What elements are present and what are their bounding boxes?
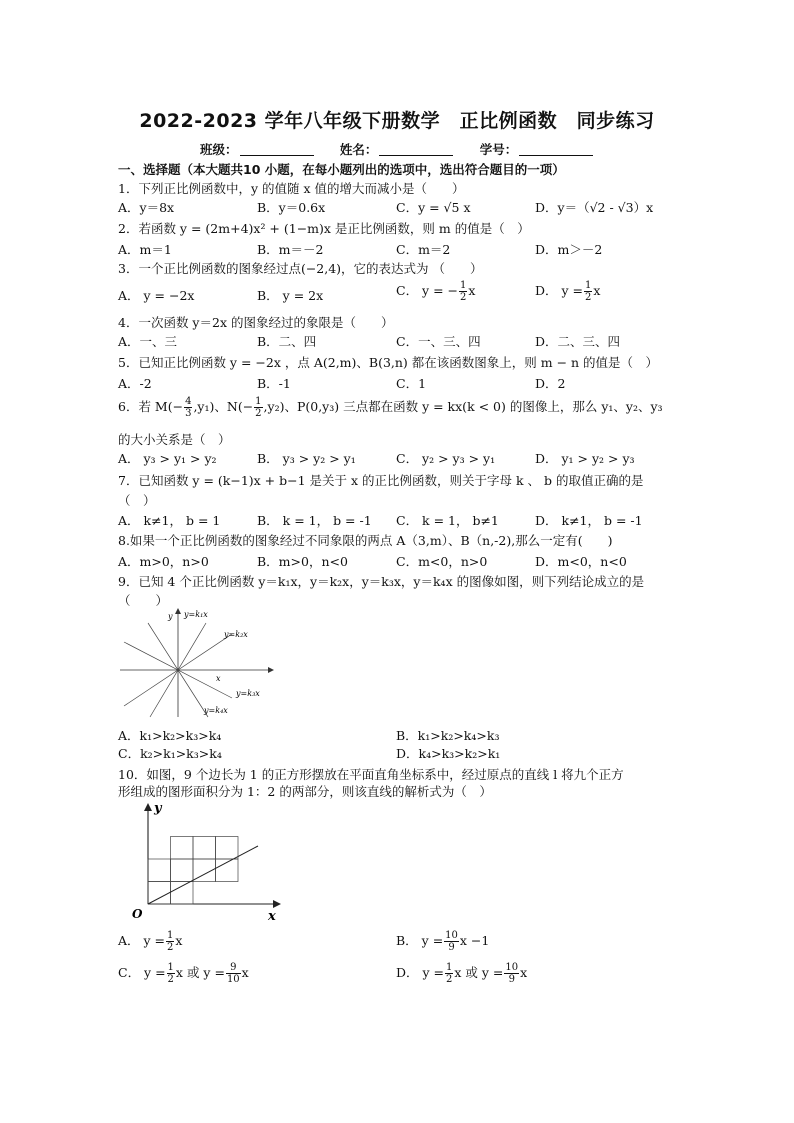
frac-den: 2 (585, 292, 592, 303)
q10-b-suffix: x −1 (459, 933, 490, 948)
q10-d-fraction-1 (445, 962, 453, 985)
frac-den: 2 (460, 292, 467, 303)
q10-b-prefix: B． y = (396, 933, 444, 948)
q10-option-d (396, 962, 527, 985)
q10-a-prefix: A． y = (118, 933, 166, 948)
page-title: 2022-2023 学年八年级下册数学 正比例函数 同步练习 (139, 110, 655, 132)
frac-den: 2 (255, 408, 262, 419)
q3-d-fraction (584, 280, 592, 303)
q9-label-k1: y=k₁x (184, 610, 208, 619)
frac-num: 1 (255, 396, 262, 407)
q8-stem: 8.如果一个正比例函数的图象经过不同象限的两点 A（3,m）、B（n,-2),那么一定有( ) (118, 533, 613, 548)
q9-label-k3: y=k₃x (236, 689, 260, 698)
q9-option-b: B．k₁>k₂>k₄>k₃ (396, 728, 500, 743)
q10-y-arrow-icon (144, 803, 152, 811)
q10-option-a (118, 930, 182, 953)
q6-fraction-1 (184, 396, 192, 419)
q6-stem-line2: 的大小关系是（ ） (118, 432, 231, 447)
q9-option-c: C．k₂>k₁>k₃>k₄ (118, 746, 222, 761)
q7-option-b: B． k = 1， b = -1 (257, 513, 372, 528)
frac-num: 9 (226, 962, 241, 974)
q8-option-c: C．m<0，n>0 (396, 554, 488, 569)
q5-option-c: C．1 (396, 376, 427, 391)
q10-d-prefix: D． y = (396, 965, 445, 980)
q10-option-b (396, 930, 489, 953)
q3-d-suffix: x (593, 283, 601, 298)
q10-d-middle: x 或 y = (454, 965, 504, 980)
q1-option-c: C．y = √5 x (396, 200, 471, 215)
id-field (480, 140, 594, 158)
q4-stem: 4．一次函数 y＝2x 的图象经过的象限是（ ） (118, 315, 394, 330)
q4-option-c: C．一、三、四 (396, 334, 481, 349)
q3-option-a: A． y = −2x (118, 288, 195, 303)
q10-x-label: x (268, 909, 276, 924)
q5-option-a: A．-2 (118, 376, 152, 391)
q8-option-b: B．m>0，n<0 (257, 554, 348, 569)
q7-option-c: C． k = 1， b≠1 (396, 513, 499, 528)
q9-label-k4: y=k₄x (204, 706, 228, 715)
q3-stem: 3．一个正比例函数的图象经过点(−2,4)，它的表达式为 （ ） (118, 261, 483, 276)
frac-den: 2 (167, 942, 174, 953)
q4-option-a: A．一、三 (118, 334, 178, 349)
q1-option-b: B．y＝0.6x (257, 200, 326, 215)
section-heading: 一、选择题（本大题共10 小题，在每小题列出的选项中，选出符合题目的一项） (118, 162, 565, 177)
frac-num: 1 (167, 962, 174, 973)
q10-c-fraction-2 (226, 962, 241, 985)
frac-den: 3 (185, 408, 192, 419)
q3-option-d (535, 280, 600, 303)
q10-c-suffix: x (241, 965, 249, 980)
q9-stem: 9．已知 4 个正比例函数 y＝k₁x，y＝k₂x，y＝k₃x，y＝k₄x 的图像如图，则下列结论成立的是 (118, 574, 645, 589)
q2-option-c: C．m＝2 (396, 242, 451, 257)
frac-den: 9 (448, 942, 455, 953)
q4-option-b: B．二、四 (257, 334, 317, 349)
q6-option-c: C． y₂ > y₃ > y₁ (396, 451, 496, 466)
id-blank (519, 143, 593, 156)
q3-c-fraction (459, 280, 467, 303)
q8-option-d: D．m<0，n<0 (535, 554, 627, 569)
q3-c-suffix: x (468, 283, 476, 298)
q10-a-suffix: x (175, 933, 183, 948)
q6-option-b: B． y₃ > y₂ > y₁ (257, 451, 356, 466)
q10-stem-line2: 形组成的图形面积分为 1：2 的两部分，则该直线的解析式为（ ） (118, 784, 492, 799)
q9-y-label: y (168, 612, 173, 621)
q10-d-fraction-2 (504, 962, 519, 985)
q6-option-d: D． y₁ > y₂ > y₃ (535, 451, 635, 466)
q7-stem-line2: （ ） (118, 493, 156, 508)
frac-den: 2 (446, 974, 453, 985)
q10-c-middle: x 或 y = (175, 965, 225, 980)
frac-num: 4 (185, 396, 192, 407)
q2-option-b: B．m＝－2 (257, 242, 324, 257)
q2-option-d: D．m＞－2 (535, 242, 603, 257)
frac-num: 1 (446, 962, 453, 973)
q6-stem-part2: ,y₁)、N(− (193, 399, 254, 414)
q2-stem: 2．若函数 y = (2m+4)x² + (1−m)x 是正比例函数，则 m 的值是（ ） (118, 221, 530, 236)
id-label: 学号： (479, 142, 518, 157)
q9-option-d: D．k₄>k₃>k₂>k₁ (396, 746, 501, 761)
class-label: 班级： (200, 142, 238, 157)
q5-option-d: D．2 (535, 376, 566, 391)
q10-c-prefix: C． y = (118, 965, 166, 980)
q9-x-arrow-icon (268, 667, 274, 673)
q6-stem-part3: ,y₂)、P(0,y₃) 三点都在函数 y = kx(k < 0) 的图像上，那么 y₁、y₂、y₃ (263, 399, 663, 414)
name-blank (379, 143, 453, 156)
name-field (340, 140, 454, 158)
q10-d-suffix: x (520, 965, 528, 980)
frac-num: 1 (585, 280, 592, 291)
q1-stem: 1．下列正比例函数中，y 的值随 x 值的增大而减小是（ ） (118, 181, 465, 196)
frac-den: 10 (226, 974, 240, 985)
student-info-row (200, 140, 615, 158)
q9-y-arrow-icon (175, 608, 181, 614)
q6-fraction-2 (254, 396, 262, 419)
q3-c-prefix: C． y = − (396, 283, 458, 298)
q8-option-a: A．m>0，n>0 (118, 554, 209, 569)
frac-num: 1 (460, 280, 467, 291)
q2-option-a: A．m＝1 (118, 242, 172, 257)
q10-option-c (118, 962, 249, 985)
q9-figure (118, 605, 278, 723)
name-label: 姓名： (339, 142, 378, 157)
q10-stem: 10．如图，9 个边长为 1 的正方形摆放在平面直角坐标系中，经过原点的直线 l 将九个正方 (118, 767, 624, 782)
q9-x-label: x (216, 674, 221, 683)
q9-option-a: A．k₁>k₂>k₃>k₄ (118, 728, 222, 743)
q10-c-fraction-1 (167, 962, 175, 985)
q7-stem: 7．已知函数 y = (k−1)x + b−1 是关于 x 的正比例函数，则关于字母 k 、 b 的取值正确的是 (118, 473, 644, 488)
q10-figure (118, 800, 288, 924)
q6-option-a: A． y₃ > y₁ > y₂ (118, 451, 217, 466)
frac-num: 10 (445, 930, 458, 941)
q7-option-d: D． k≠1， b = -1 (535, 513, 643, 528)
q10-squares (148, 837, 238, 905)
q1-option-a: A．y＝8x (118, 200, 175, 215)
q10-line-l (148, 846, 258, 904)
q10-x-arrow-icon (273, 900, 281, 908)
frac-num: 10 (505, 962, 519, 973)
q10-a-fraction (166, 930, 174, 953)
class-field (200, 140, 314, 158)
q9-stem-line2: （ ） (118, 593, 169, 608)
q6-stem-part1: 6．若 M(− (118, 399, 184, 414)
q3-d-prefix: D． y = (535, 283, 584, 298)
q5-stem: 5．已知正比例函数 y = −2x ，点 A(2,m)、B(3,n) 都在该函数图象上，则 m − n 的值是（ ） (118, 355, 659, 370)
q7-option-a: A． k≠1， b = 1 (118, 513, 221, 528)
class-blank (240, 143, 314, 156)
frac-den: 2 (167, 974, 174, 985)
q1-option-d: D．y＝（√2 - √3）x (535, 200, 654, 215)
q9-label-k2: y=k₂x (224, 630, 248, 639)
q3-option-b: B． y = 2x (257, 288, 324, 303)
q4-option-d: D．二、三、四 (535, 334, 621, 349)
q5-option-b: B．-1 (257, 376, 291, 391)
q10-origin-label: O (132, 907, 143, 921)
q10-y-label: y (154, 801, 162, 816)
q10-b-fraction (444, 930, 459, 953)
frac-num: 1 (167, 930, 174, 941)
q6-stem (118, 396, 663, 419)
frac-den: 9 (508, 974, 515, 985)
q3-option-c (396, 280, 475, 303)
